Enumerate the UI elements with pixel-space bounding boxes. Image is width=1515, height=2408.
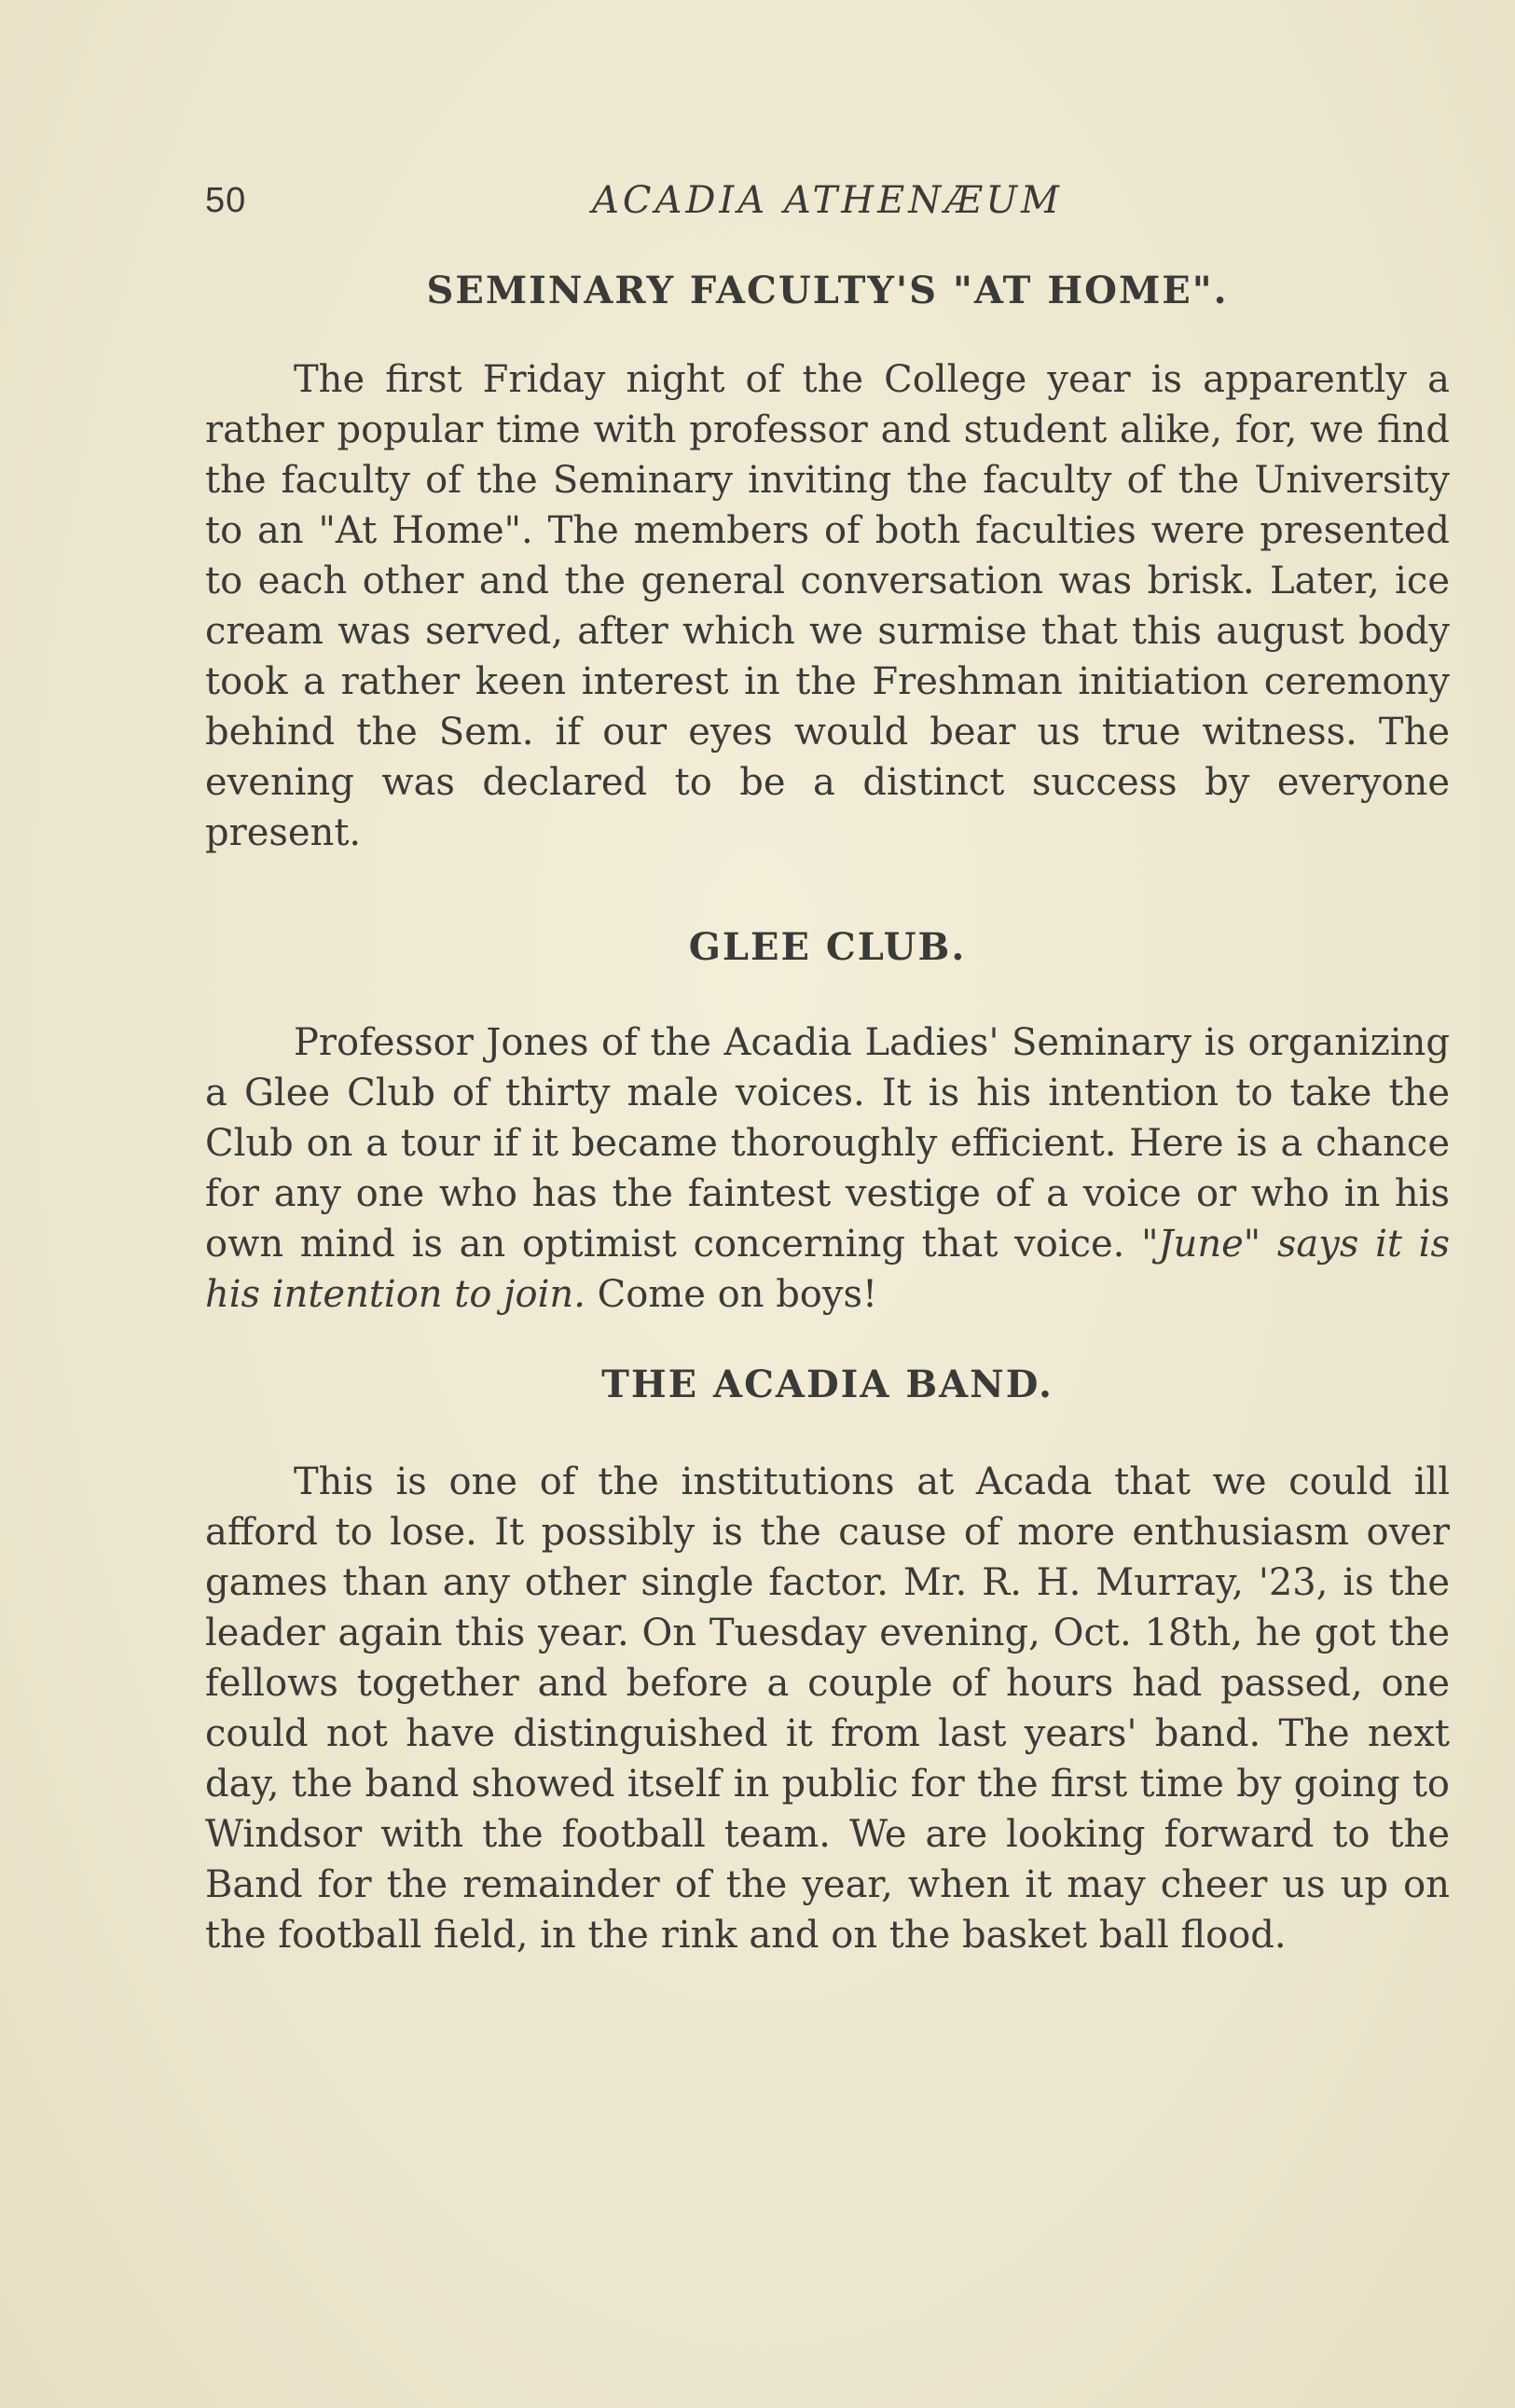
- page-number: 50: [205, 181, 247, 220]
- section-title-at-home: SEMINARY FACULTY'S "AT HOME".: [426, 269, 1229, 312]
- paragraph-glee-club-text: Professor Jones of the Acadia Ladies' Seminary is organizing a Glee Club of thirty male voices. It is his intention to take the Club on a tour if it became thoroughly efficient. Here is a chance for any one who has the faintest vestige of a voice or who in his own mind is an optimist concerning that voice.: [205, 1021, 1450, 1266]
- journal-title: ACADIA ATHENÆUM: [591, 179, 1064, 222]
- document-page: [205, 168, 1450, 1960]
- paragraph-glee-club: [205, 1017, 1450, 1320]
- paragraph-at-home: The first Friday night of the College year is apparently a rather popular time with professor and student alike, for, we find the faculty of the Seminary inviting the faculty of the University to an "At Home". The members of both faculties were presented to each other and the general conversation was brisk. Later, ice cream was served, after which we surmise that this august body took a rather keen interest in the Freshman initiation ceremony behind the Sem. if our eyes would bear us true witness. The evening was declared to be a distinct success by everyone present.: [205, 358, 1450, 854]
- section-title-acadia-band: THE ACADIA BAND.: [601, 1363, 1054, 1406]
- paragraph-acadia-band: This is one of the institutions at Acada that we could ill afford to lose. It possibly is the cause of more enthusiasm over games than any other single factor. Mr. R. H. Murray, '23, is the leader again this year. On Tuesday evening, Oct. 18th, he got the fellows together and before a couple of hours had passed, one could not have distinguished it from last years' band. The next day, the band showed itself in public for the first time by going to Windsor with the football team. We are looking forward to the Band for the remainder of the year, when it may cheer us up on the football field, in the rink and on the basket ball flood.: [205, 1460, 1450, 1957]
- paragraph-glee-club-italic: "June" says it is his intention to join.: [205, 1223, 1450, 1316]
- running-head: [205, 168, 1450, 233]
- paragraph-glee-club-closing: Come on boys!: [585, 1273, 878, 1316]
- section-title-glee-club: GLEE CLUB.: [688, 925, 967, 969]
